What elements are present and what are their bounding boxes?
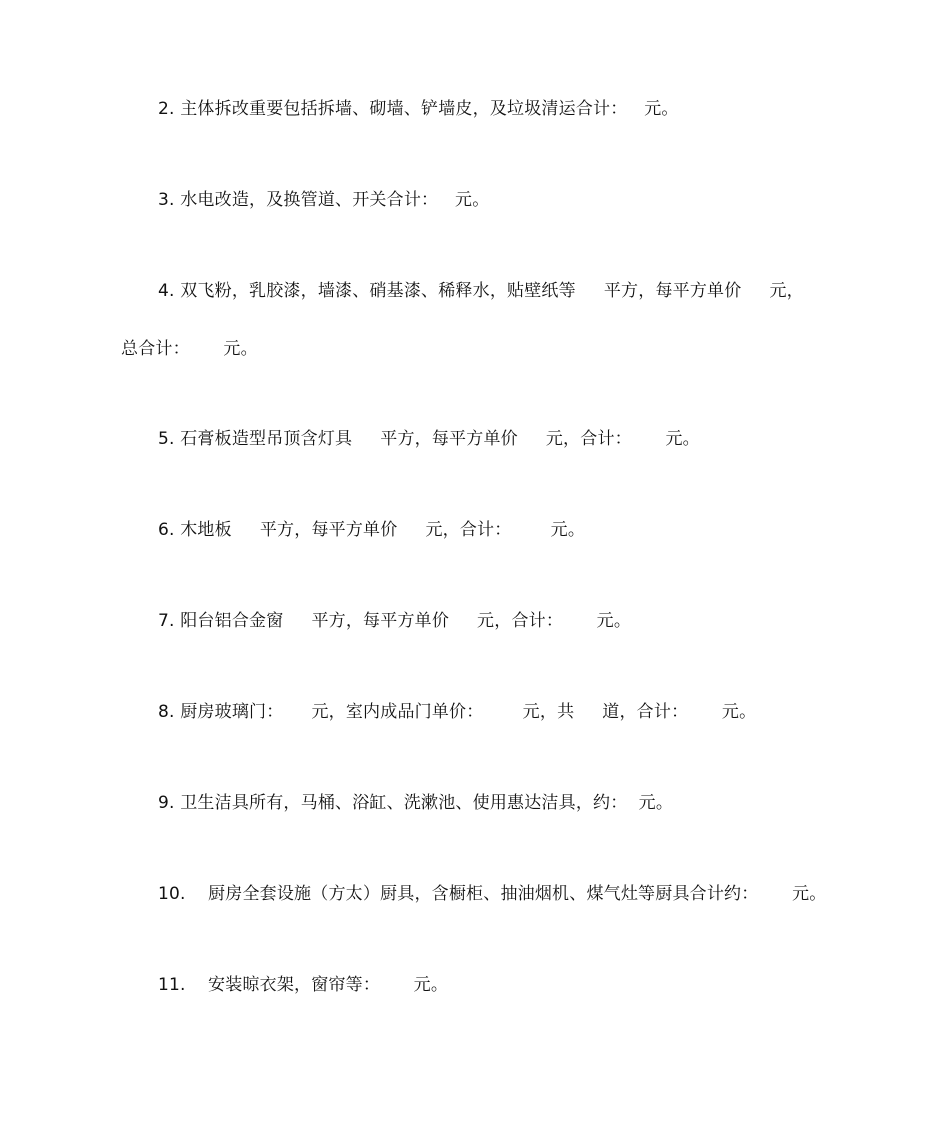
item-6: 6. 木地板 平方，每平方单价 元，合计： 元。 <box>158 520 586 540</box>
item-3: 3. 水电改造，及换管道、开关合计： 元。 <box>158 190 490 210</box>
item-2: 2. 主体拆改重要包括拆墙、砌墙、铲墙皮，及垃圾清运合计： 元。 <box>158 99 679 119</box>
item-5: 5. 石膏板造型吊顶含灯具 平方，每平方单价 元，合计： 元。 <box>158 429 700 449</box>
item-10: 10. 厨房全套设施（方太）厨具，含橱柜、抽油烟机、煤气灶等厨具合计约： 元。 <box>158 884 827 904</box>
item-4: 4. 双飞粉，乳胶漆，墙漆、硝基漆、稀释水，贴壁纸等 平方，每平方单价 元， <box>158 281 804 301</box>
item-7: 7. 阳台铝合金窗 平方，每平方单价 元，合计： 元。 <box>158 611 632 631</box>
item-4-continuation: 总合计： 元。 <box>121 339 258 359</box>
item-8: 8. 厨房玻璃门： 元，室内成品门单价： 元，共 道，合计： 元。 <box>158 702 757 722</box>
item-11: 11. 安装晾衣架，窗帘等： 元。 <box>158 975 449 995</box>
item-9: 9. 卫生洁具所有，马桶、浴缸、洗漱池、使用惠达洁具，约： 元。 <box>158 793 674 813</box>
